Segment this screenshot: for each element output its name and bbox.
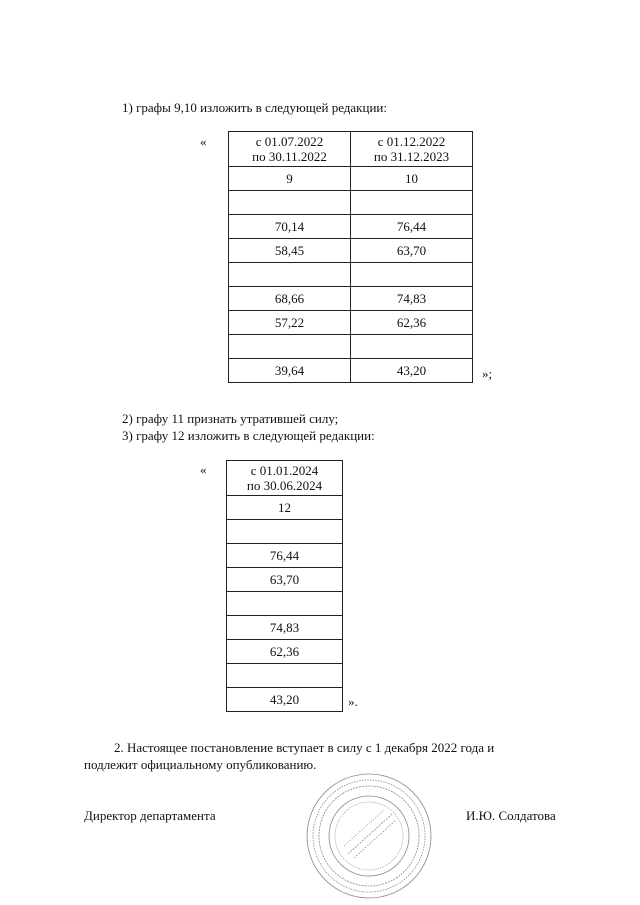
table-cell: 70,14 bbox=[229, 215, 351, 239]
table-cell: 58,45 bbox=[229, 239, 351, 263]
seal-center-ring bbox=[335, 802, 403, 870]
table-cell bbox=[227, 664, 343, 688]
close-quote-1: »; bbox=[482, 366, 493, 381]
official-seal-stamp bbox=[300, 770, 438, 902]
table-cell: 68,66 bbox=[229, 287, 351, 311]
table-row bbox=[227, 688, 343, 712]
seal-inner-text-ring bbox=[319, 786, 419, 886]
table-row bbox=[227, 664, 343, 688]
table-cell: 76,44 bbox=[227, 544, 343, 568]
header-col12-line1: с 01.01.2024 bbox=[250, 463, 319, 478]
open-quote-1: « bbox=[200, 134, 207, 149]
item-3-text: 3) графу 12 изложить в следующей редакции: bbox=[122, 428, 375, 443]
header-cell-col10 bbox=[351, 132, 473, 167]
table-cell bbox=[227, 520, 343, 544]
table-cell bbox=[229, 263, 351, 287]
header-col10-line2: по 31.12.2023 bbox=[373, 149, 450, 164]
table-cell bbox=[227, 592, 343, 616]
seal-inner-ring bbox=[329, 796, 409, 876]
effective-date-paragraph bbox=[84, 739, 572, 773]
table-cell bbox=[229, 191, 351, 215]
seal-center-mark bbox=[344, 810, 384, 846]
table-row bbox=[229, 215, 473, 239]
table-cell: 62,36 bbox=[351, 311, 473, 335]
header-col9-line2: по 30.11.2022 bbox=[252, 149, 327, 164]
table-row bbox=[229, 335, 473, 359]
table-row bbox=[227, 640, 343, 664]
table-row bbox=[229, 359, 473, 383]
seal-center-mark bbox=[348, 814, 392, 854]
table-cell bbox=[351, 263, 473, 287]
close-quote-2: ». bbox=[348, 694, 358, 709]
item-2-text: 2) графу 11 признать утратившей силу; bbox=[122, 411, 339, 426]
header-col10-line1: с 01.12.2022 bbox=[377, 134, 446, 149]
table-cell: 74,83 bbox=[351, 287, 473, 311]
paragraph-line-1: 2. Настоящее постановление вступает в силу с 1 декабря 2022 года и bbox=[114, 740, 495, 755]
table-row bbox=[227, 592, 343, 616]
table-cell bbox=[229, 335, 351, 359]
header-cell-col12 bbox=[227, 461, 343, 496]
signature-name: И.Ю. Солдатова bbox=[466, 808, 556, 823]
table-cell: 43,20 bbox=[351, 359, 473, 383]
item-1-text: 1) графы 9,10 изложить в следующей редакции: bbox=[122, 100, 387, 115]
table-row bbox=[229, 311, 473, 335]
table-cell: 39,64 bbox=[229, 359, 351, 383]
table-row bbox=[229, 191, 473, 215]
signature-position: Директор департамента bbox=[84, 808, 216, 823]
col-number-10: 10 bbox=[351, 167, 473, 191]
table-number-row bbox=[229, 167, 473, 191]
seal-text-ring bbox=[313, 780, 425, 892]
table-row bbox=[227, 568, 343, 592]
table-cell: 63,70 bbox=[227, 568, 343, 592]
seal-outer-ring bbox=[307, 774, 431, 898]
table-row bbox=[227, 544, 343, 568]
table-row bbox=[229, 239, 473, 263]
table-row bbox=[227, 616, 343, 640]
table-row bbox=[229, 287, 473, 311]
paragraph-line-2: подлежит официальному опубликованию. bbox=[84, 757, 317, 772]
table-cell: 57,22 bbox=[229, 311, 351, 335]
header-col9-line1: с 01.07.2022 bbox=[255, 134, 324, 149]
seal-center-mark bbox=[354, 820, 396, 858]
table-number-row bbox=[227, 496, 343, 520]
table-row bbox=[227, 520, 343, 544]
open-quote-2: « bbox=[200, 462, 207, 477]
table-columns-9-10 bbox=[228, 131, 473, 383]
table-cell: 62,36 bbox=[227, 640, 343, 664]
table-cell bbox=[351, 191, 473, 215]
table-cell: 63,70 bbox=[351, 239, 473, 263]
header-cell-col9 bbox=[229, 132, 351, 167]
table-cell: 43,20 bbox=[227, 688, 343, 712]
table-cell: 76,44 bbox=[351, 215, 473, 239]
col-number-9: 9 bbox=[229, 167, 351, 191]
table-row bbox=[229, 263, 473, 287]
col-number-12: 12 bbox=[227, 496, 343, 520]
table-cell: 74,83 bbox=[227, 616, 343, 640]
header-col12-line2: по 30.06.2024 bbox=[246, 478, 323, 493]
table-header-row bbox=[227, 461, 343, 496]
table-column-12 bbox=[226, 460, 343, 712]
table-header-row bbox=[229, 132, 473, 167]
table-cell bbox=[351, 335, 473, 359]
